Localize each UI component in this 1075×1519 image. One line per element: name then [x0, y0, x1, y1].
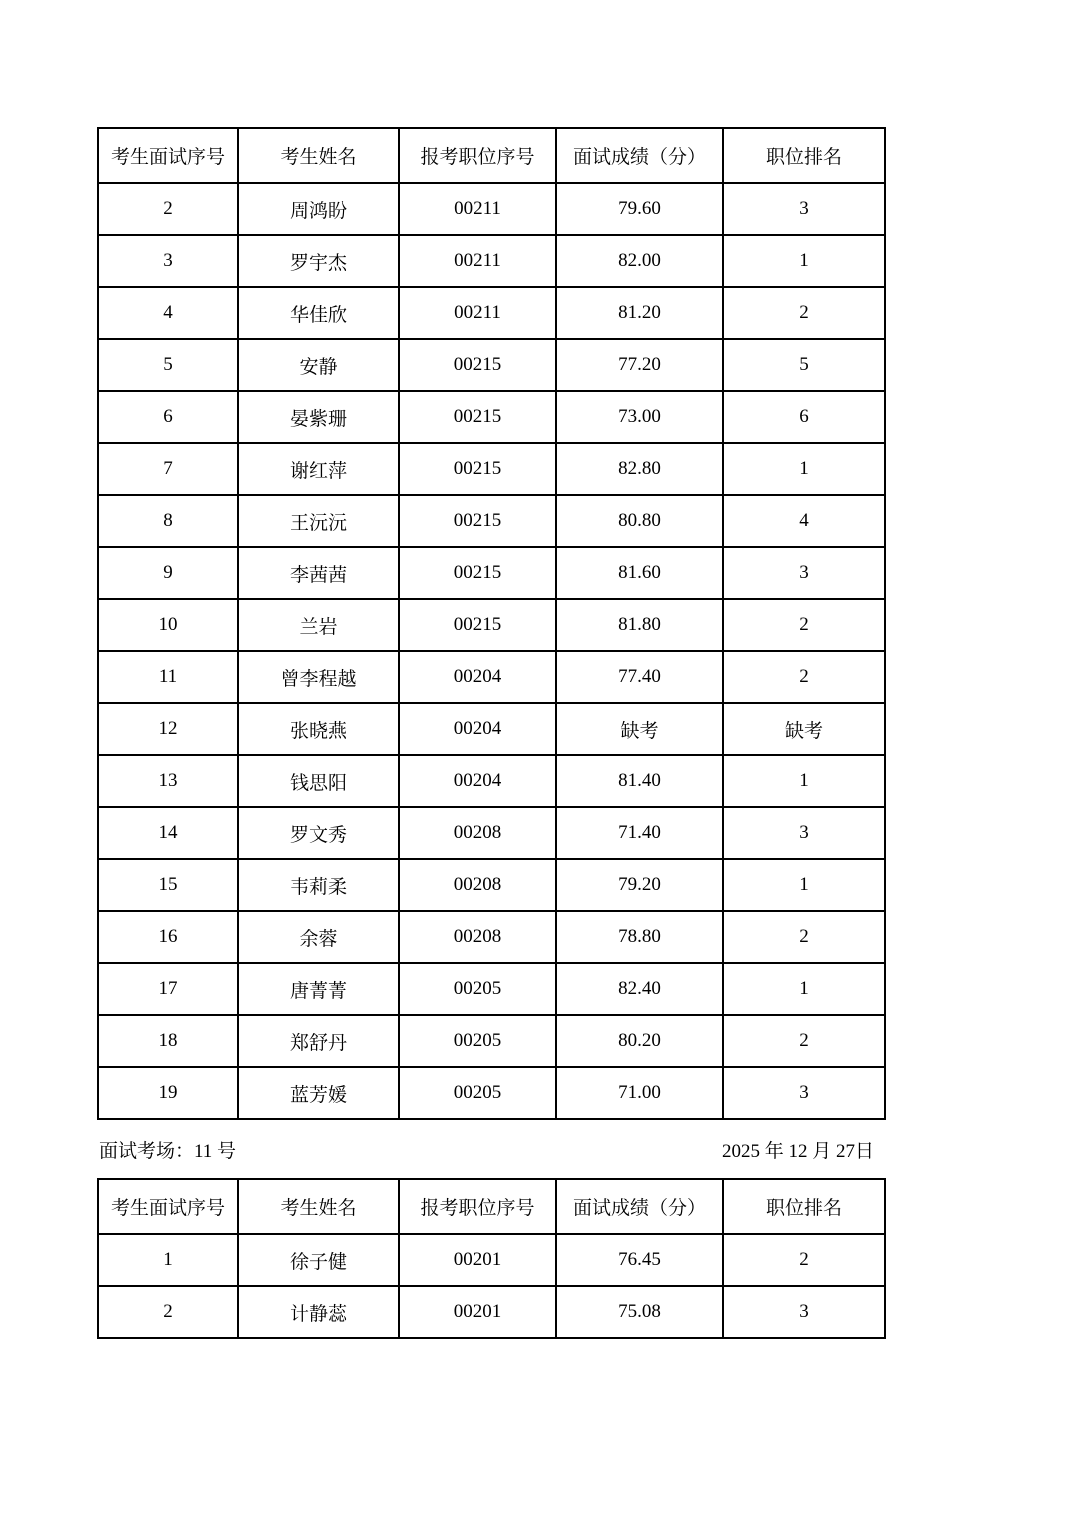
table-cell: 00204 — [399, 755, 556, 807]
score-table-1-body — [98, 183, 885, 1119]
table-cell: 1 — [723, 859, 885, 911]
document-page — [97, 127, 884, 1339]
table-cell: 11 — [98, 651, 238, 703]
table-row — [98, 911, 885, 963]
table-cell: 78.80 — [556, 911, 723, 963]
table-cell: 00215 — [399, 547, 556, 599]
table-cell: 7 — [98, 443, 238, 495]
date-label: 2025 年 12 月 27日 — [721, 1140, 874, 1162]
table-row — [98, 651, 885, 703]
table-cell: 75.08 — [556, 1286, 723, 1338]
table-cell: 16 — [98, 911, 238, 963]
table-cell: 00208 — [399, 807, 556, 859]
table-cell: 81.80 — [556, 599, 723, 651]
table-cell: 10 — [98, 599, 238, 651]
score-table-2 — [97, 1178, 886, 1339]
table-cell: 2 — [723, 1234, 885, 1286]
table-cell: 5 — [98, 339, 238, 391]
table-cell: 9 — [98, 547, 238, 599]
table-cell: 17 — [98, 963, 238, 1015]
col-header-name: 考生姓名 — [238, 1179, 399, 1234]
table-cell: 00211 — [399, 287, 556, 339]
col-header-exam-number: 考生面试序号 — [98, 1179, 238, 1234]
table-row — [98, 443, 885, 495]
table-cell: 安静 — [238, 339, 399, 391]
table-cell: 晏紫珊 — [238, 391, 399, 443]
table-cell: 2 — [723, 287, 885, 339]
table-cell: 3 — [723, 1067, 885, 1119]
table-cell: 1 — [98, 1234, 238, 1286]
score-table-2-body — [98, 1234, 885, 1338]
table-cell: 18 — [98, 1015, 238, 1067]
table-cell: 00208 — [399, 911, 556, 963]
table-row — [98, 183, 885, 235]
table-row — [98, 703, 885, 755]
header-row — [98, 128, 885, 183]
table-cell: 00204 — [399, 703, 556, 755]
table-cell: 3 — [723, 547, 885, 599]
table-cell: 15 — [98, 859, 238, 911]
table-cell: 缺考 — [723, 703, 885, 755]
table-cell: 4 — [723, 495, 885, 547]
table-cell: 81.60 — [556, 547, 723, 599]
table-cell: 8 — [98, 495, 238, 547]
table-cell: 余蓉 — [238, 911, 399, 963]
table-cell: 谢红萍 — [238, 443, 399, 495]
table-cell: 计静蕊 — [238, 1286, 399, 1338]
table-cell: 6 — [723, 391, 885, 443]
header-row — [98, 1179, 885, 1234]
table-cell: 1 — [723, 235, 885, 287]
table-cell: 71.00 — [556, 1067, 723, 1119]
table-cell: 1 — [723, 755, 885, 807]
table-cell: 2 — [723, 1015, 885, 1067]
table-cell: 王沅沅 — [238, 495, 399, 547]
table-cell: 12 — [98, 703, 238, 755]
table-cell: 00215 — [399, 599, 556, 651]
table-cell: 周鸿盼 — [238, 183, 399, 235]
table-row — [98, 547, 885, 599]
table-cell: 1 — [723, 443, 885, 495]
table-cell: 3 — [723, 807, 885, 859]
table-cell: 00215 — [399, 495, 556, 547]
score-table-1 — [97, 127, 886, 1120]
table-row — [98, 495, 885, 547]
table-cell: 00201 — [399, 1286, 556, 1338]
table-cell: 80.80 — [556, 495, 723, 547]
table-cell: 71.40 — [556, 807, 723, 859]
table-cell: 82.80 — [556, 443, 723, 495]
col-header-exam-number: 考生面试序号 — [98, 128, 238, 183]
table-row — [98, 859, 885, 911]
table-cell: 81.20 — [556, 287, 723, 339]
col-header-rank: 职位排名 — [723, 128, 885, 183]
table-cell: 曾李程越 — [238, 651, 399, 703]
table-cell: 00205 — [399, 1067, 556, 1119]
table-cell: 2 — [723, 911, 885, 963]
table-cell: 5 — [723, 339, 885, 391]
col-header-position-id: 报考职位序号 — [399, 1179, 556, 1234]
table-cell: 00215 — [399, 339, 556, 391]
table-cell: 79.20 — [556, 859, 723, 911]
table-cell: 韦莉柔 — [238, 859, 399, 911]
table-row — [98, 1234, 885, 1286]
meta-line — [97, 1120, 884, 1178]
table-cell: 00205 — [399, 1015, 556, 1067]
table-cell: 2 — [723, 651, 885, 703]
table-cell: 00204 — [399, 651, 556, 703]
table-cell: 张晓燕 — [238, 703, 399, 755]
table-cell: 6 — [98, 391, 238, 443]
table-cell: 蓝芳媛 — [238, 1067, 399, 1119]
table-cell: 77.20 — [556, 339, 723, 391]
col-header-rank: 职位排名 — [723, 1179, 885, 1234]
table-row — [98, 287, 885, 339]
table-row — [98, 1067, 885, 1119]
table-cell: 3 — [723, 183, 885, 235]
table-cell: 80.20 — [556, 1015, 723, 1067]
table-row — [98, 807, 885, 859]
table-row — [98, 599, 885, 651]
table-cell: 罗文秀 — [238, 807, 399, 859]
table-cell: 1 — [723, 963, 885, 1015]
table-cell: 76.45 — [556, 1234, 723, 1286]
table-cell: 唐菁菁 — [238, 963, 399, 1015]
table-cell: 00208 — [399, 859, 556, 911]
table-cell: 00205 — [399, 963, 556, 1015]
table-row — [98, 963, 885, 1015]
table-cell: 00215 — [399, 391, 556, 443]
table-cell: 19 — [98, 1067, 238, 1119]
table-cell: 77.40 — [556, 651, 723, 703]
venue-label: 面试考场：11 号 — [99, 1140, 237, 1162]
table-cell: 81.40 — [556, 755, 723, 807]
table-cell: 李茜茜 — [238, 547, 399, 599]
table-cell: 2 — [98, 1286, 238, 1338]
col-header-position-id: 报考职位序号 — [399, 128, 556, 183]
table-row — [98, 339, 885, 391]
table-cell: 2 — [98, 183, 238, 235]
col-header-score: 面试成绩（分） — [556, 1179, 723, 1234]
table-cell: 13 — [98, 755, 238, 807]
table-row — [98, 755, 885, 807]
table-row — [98, 1015, 885, 1067]
table-cell: 华佳欣 — [238, 287, 399, 339]
table-row — [98, 235, 885, 287]
col-header-name: 考生姓名 — [238, 128, 399, 183]
table-row — [98, 391, 885, 443]
table-cell: 兰岩 — [238, 599, 399, 651]
col-header-score: 面试成绩（分） — [556, 128, 723, 183]
table-cell: 徐子健 — [238, 1234, 399, 1286]
table-cell: 00215 — [399, 443, 556, 495]
table-cell: 00211 — [399, 235, 556, 287]
table-cell: 82.00 — [556, 235, 723, 287]
table-cell: 00201 — [399, 1234, 556, 1286]
table-cell: 钱思阳 — [238, 755, 399, 807]
table-row — [98, 1286, 885, 1338]
table-cell: 郑舒丹 — [238, 1015, 399, 1067]
table-cell: 缺考 — [556, 703, 723, 755]
table-cell: 73.00 — [556, 391, 723, 443]
table-cell: 4 — [98, 287, 238, 339]
table-cell: 2 — [723, 599, 885, 651]
table-cell: 3 — [723, 1286, 885, 1338]
table-cell: 14 — [98, 807, 238, 859]
table-cell: 79.60 — [556, 183, 723, 235]
table-cell: 00211 — [399, 183, 556, 235]
table-cell: 82.40 — [556, 963, 723, 1015]
table-cell: 罗宇杰 — [238, 235, 399, 287]
table-cell: 3 — [98, 235, 238, 287]
